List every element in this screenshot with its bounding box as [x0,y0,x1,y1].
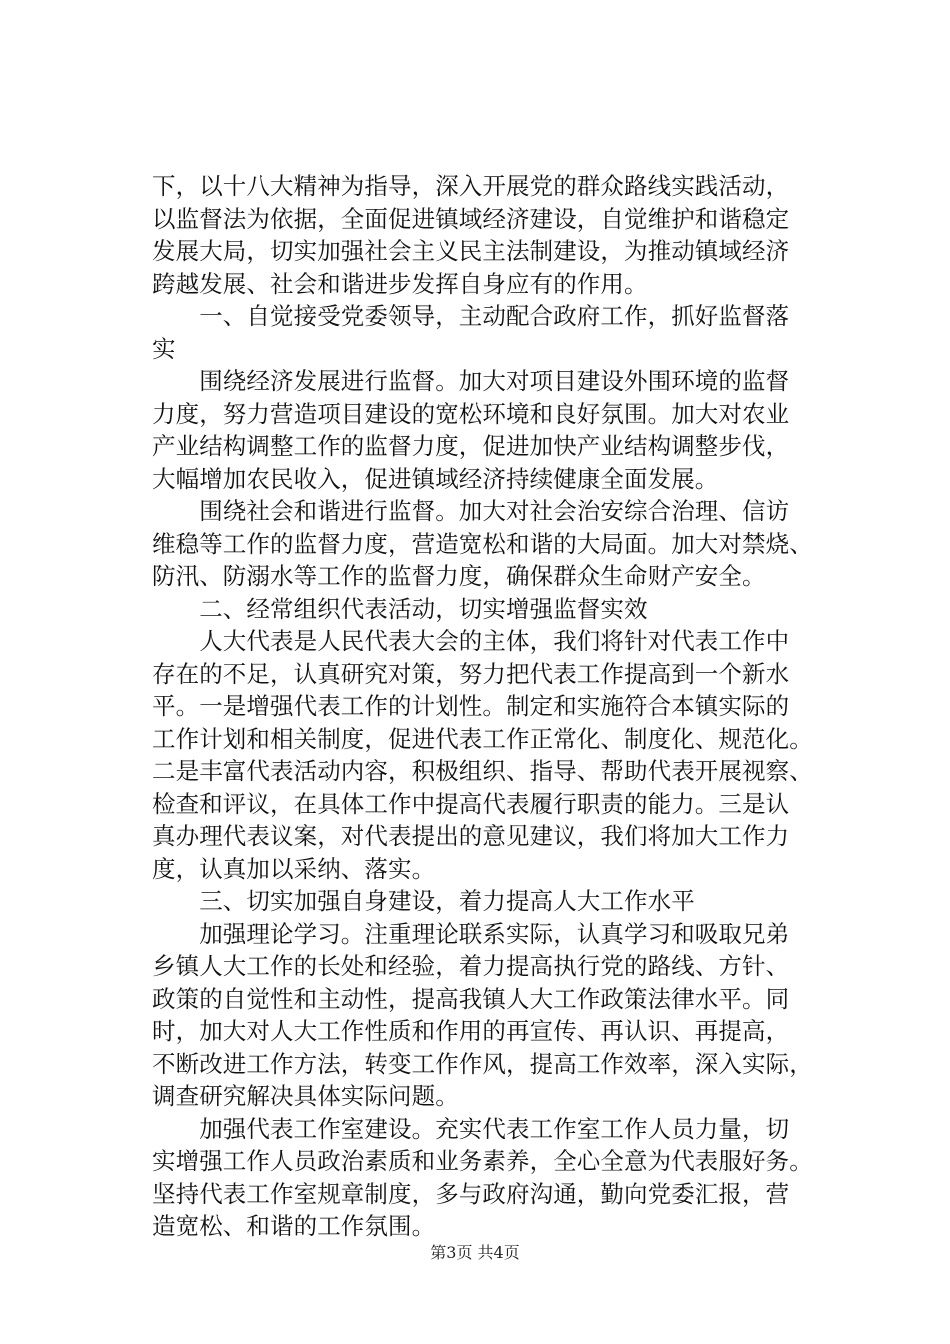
body-line: 发展大局，切实加强社会主义民主法制建设，为推动镇域经济 [152,237,790,265]
body-line: 围绕经济发展进行监督。加大对项目建设外围环境的监督 [152,367,790,395]
section-heading-line: 二、经常组织代表活动，切实增强监督实效 [152,594,648,623]
body-line: 调查研究解决具体实际问题。 [152,1082,459,1110]
body-line: 大幅增加农民收入，促进镇域经济持续健康全面发展。 [152,464,719,493]
section-heading-line: 实 [152,334,176,363]
body-line: 度，认真加以采纳、落实。 [152,854,436,883]
body-line: 下，以十八大精神为指导，深入开展党的群众路线实践活动， [152,172,790,200]
section-heading-line: 三、切实加强自身建设，着力提高人大工作水平 [152,887,695,915]
body-line: 产业结构调整工作的监督力度，促进加快产业结构调整步伐， [152,432,790,460]
body-line: 检查和评议，在具体工作中提高代表履行职责的能力。三是认 [152,789,790,818]
body-line: 维稳等工作的监督力度，营造宽松和谐的大局面。加大对禁烧、 [152,529,813,558]
page-number-footer: 第3页 共4页 [430,1243,520,1262]
body-line: 不断改进工作方法，转变工作作风，提高工作效率，深入实际， [152,1049,813,1078]
body-line: 工作计划和相关制度，促进代表工作正常化、制度化、规范化。 [152,724,813,753]
body-line: 坚持代表工作室规章制度，多与政府沟通，勤向党委汇报，营 [152,1179,790,1208]
body-line: 防汛、防溺水等工作的监督力度，确保群众生命财产安全。 [152,562,766,590]
body-line: 力度，努力营造项目建设的宽松环境和良好氛围。加大对农业 [152,399,790,428]
body-line: 政策的自觉性和主动性，提高我镇人大工作政策法律水平。同 [152,984,790,1013]
body-line: 以监督法为依据，全面促进镇域经济建设，自觉维护和谐稳定 [152,204,790,233]
body-line: 围绕社会和谐进行监督。加大对社会治安综合治理、信访 [152,497,790,525]
body-line: 实增强工作人员政治素质和业务素养，全心全意为代表服好务。 [152,1147,813,1175]
body-line: 二是丰富代表活动内容，积极组织、指导、帮助代表开展视察、 [152,757,813,785]
body-line: 平。一是增强代表工作的计划性。制定和实施符合本镇实际的 [152,692,790,720]
section-heading-line: 一、自觉接受党委领导，主动配合政府工作，抓好监督落 [152,302,790,330]
body-line: 加强理论学习。注重理论联系实际，认真学习和吸取兄弟 [152,919,790,948]
document-body [152,170,852,1243]
body-line: 造宽松、和谐的工作氛围。 [152,1212,436,1240]
body-line: 真办理代表议案，对代表提出的意见建议，我们将加大工作力 [152,822,790,850]
body-line: 时，加大对人大工作性质和作用的再宣传、再认识、再提高， [152,1017,790,1045]
body-line: 跨越发展、社会和谐进步发挥自身应有的作用。 [152,269,648,298]
body-line: 存在的不足，认真研究对策，努力把代表工作提高到一个新水 [152,659,790,688]
body-line: 人大代表是人民代表大会的主体，我们将针对代表工作中 [152,627,790,655]
body-line: 乡镇人大工作的长处和经验，着力提高执行党的路线、方针、 [152,952,790,980]
body-line: 加强代表工作室建设。充实代表工作室工作人员力量，切 [152,1114,790,1143]
